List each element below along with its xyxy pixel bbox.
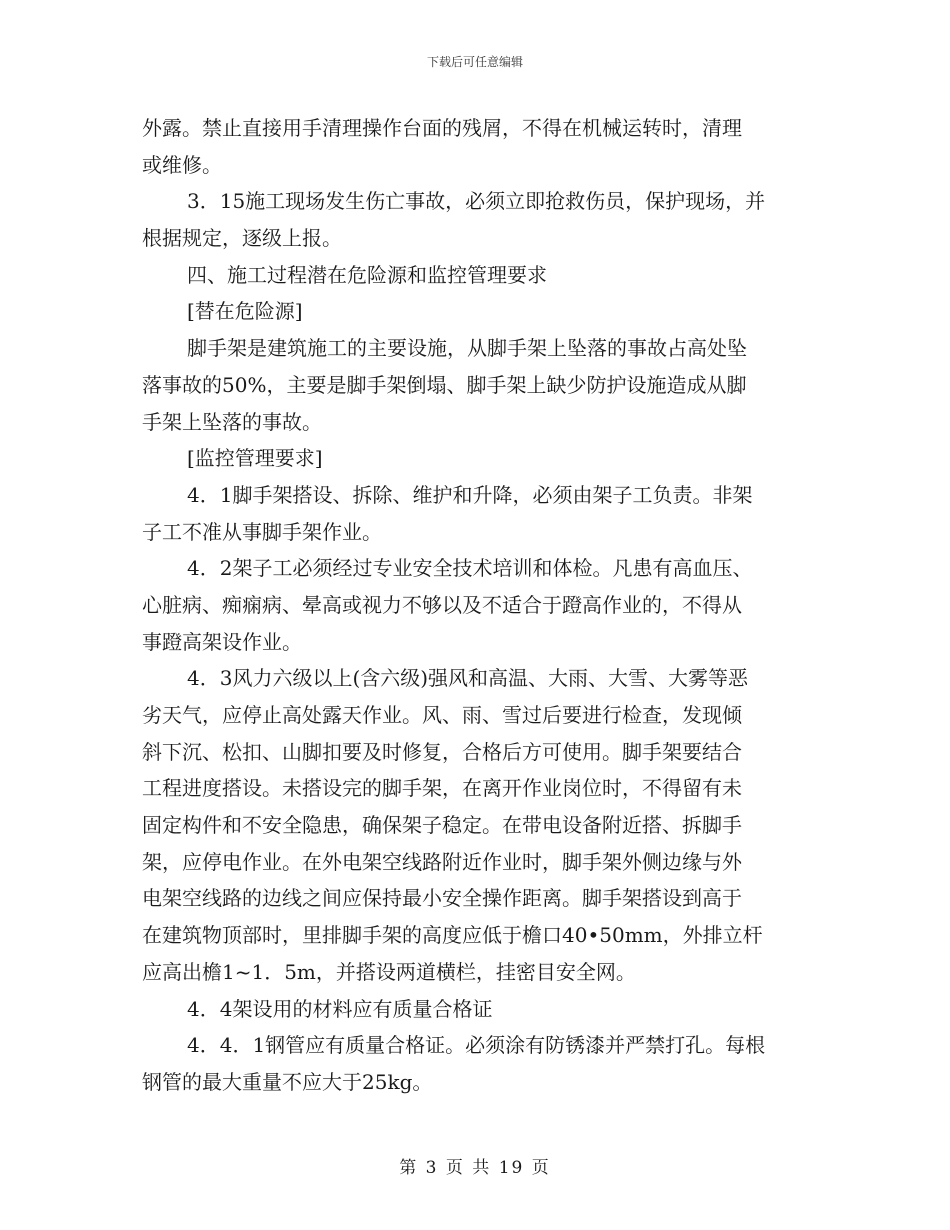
text-line: 4．3风力六级以上(含六级)强风和高温、大雨、大雪、大雾等恶 — [187, 666, 749, 691]
page-header: 下载后可任意编辑 — [426, 55, 523, 69]
text-line: 架，应停电作业。在外电架空线路附近作业时，脚手架外侧边缘与外 — [142, 849, 742, 874]
text-line: 事蹬高架设作业。 — [142, 629, 302, 654]
text-line: 4．1脚手架搭设、拆除、维护和升降，必须由架子工负责。非架 — [187, 482, 753, 507]
text-line: 四、施工过程潜在危险源和监控管理要求 — [187, 262, 547, 287]
text-line: 电架空线路的边线之间应保持最小安全操作距离。脚手架搭设到高于 — [142, 886, 742, 911]
text-line: 在建筑物顶部时，里排脚手架的高度应低于檐口40•50mm，外排立杆 — [142, 923, 763, 948]
text-line: 外露。禁止直接用手清理操作台面的残屑，不得在机械运转时，清理 — [142, 116, 742, 140]
text-line: [监控管理要求] — [187, 446, 323, 471]
text-line: 4．4．1钢管应有质量合格证。必须涂有防锈漆并严禁打孔。每根 — [187, 1033, 766, 1058]
text-line: 斜下沉、松扣、山脚扣要及时修复，合格后方可使用。脚手架要结合 — [142, 739, 742, 764]
text-line: 应高出檐1~1．5m，并搭设两道横栏，挂密目安全网。 — [142, 959, 636, 984]
page-footer: 第 3 页 共 19 页 — [399, 1158, 551, 1178]
text-line: [替在危险源] — [187, 299, 303, 324]
text-line: 工程进度搭设。未搭设完的脚手架，在离开作业岗位时，不得留有未 — [142, 776, 742, 801]
text-line: 根据规定，逐级上报。 — [142, 226, 342, 251]
text-line: 4．4架设用的材料应有质量合格证 — [187, 996, 493, 1021]
text-line: 或维修。 — [142, 152, 222, 177]
document-body — [142, 110, 817, 1101]
text-line: 4．2架子工必须经过专业安全技术培训和体检。凡患有高血压、 — [187, 556, 753, 581]
text-line: 钢管的最大重量不应大于25kg。 — [142, 1069, 433, 1094]
text-line: 固定构件和不安全隐患，确保架子稳定。在带电设备附近搭、拆脚手 — [142, 813, 742, 838]
text-line: 劣天气，应停止高处露天作业。风、雨、雪过后要进行检查，发现倾 — [142, 703, 742, 727]
text-line: 3．15施工现场发生伤亡事故，必须立即抢救伤员，保护现场，并 — [187, 189, 766, 214]
text-line: 心脏病、痴痫病、晕高或视力不够以及不适合于蹬高作业的，不得从 — [142, 592, 742, 617]
text-line: 子工不准从事脚手架作业。 — [142, 519, 382, 544]
text-line: 落事故的50%，主要是脚手架倒塌、脚手架上缺少防护设施造成从脚 — [142, 372, 747, 397]
text-line: 脚手架是建筑施工的主要设施，从脚手架上坠落的事故占高处坠 — [187, 336, 747, 361]
text-line: 手架上坠落的事故。 — [142, 409, 322, 434]
